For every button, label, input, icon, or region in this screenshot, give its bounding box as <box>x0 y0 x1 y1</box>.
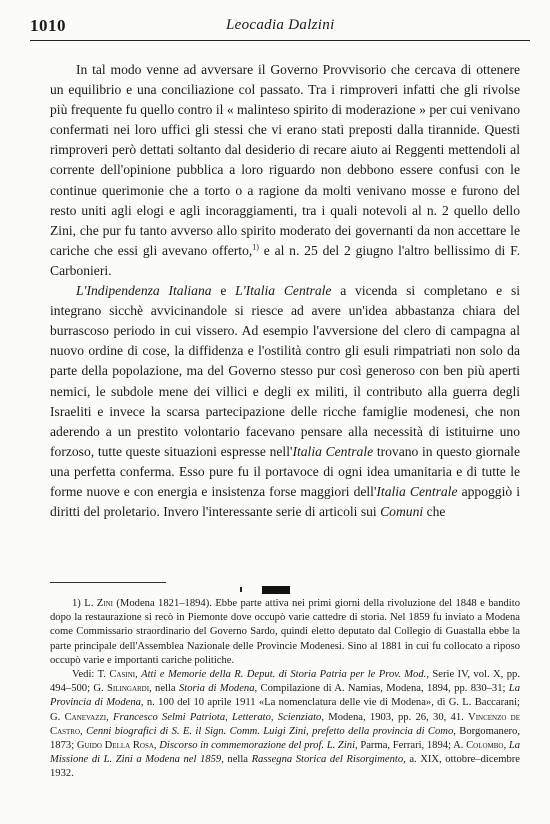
bib-author: Silingardi <box>107 683 150 695</box>
bib-text: , <box>503 740 509 752</box>
bib-text: , Compilazione di A. Namias, Modena, 1894, pp. 830–31; <box>254 683 509 695</box>
bib-text: , Borgomanero, 1873; <box>50 725 520 752</box>
page-number: 1010 <box>30 16 66 35</box>
bib-text: , nella <box>149 683 179 695</box>
author-name: Zini <box>96 598 113 609</box>
bib-text: , nella <box>221 754 252 766</box>
bib-work-title: La Provincia di Modena <box>50 683 520 709</box>
paragraph-1-text-b: e al n. 25 del 2 giugno l'altro bellissimo di F. Carbonieri. <box>50 242 520 278</box>
footnote-1 <box>50 597 520 668</box>
bib-text: , Parma, Ferrari, 1894; A. <box>355 740 467 752</box>
bib-work-title: Atti e Memorie della R. Deput. di Storia Patria per le Prov. Mod. <box>141 669 427 681</box>
bib-work-title: Discorso in commemorazione del prof. L. Zini <box>159 740 356 752</box>
paragraph-1-text-a: In tal modo venne ad avversare il Governo Provvisorio che cercava di ottenere un equilibrio e una conciliazione col passato. Tra i rimproveri infatti che gli rivolse più frequente fu quello contro il « malinteso spirito di moderazione » per cui venivano confermati nei loro uffici gli stessi che vi erano stati preposti dalla tirannide. Questi rimproveri però dettati soltanto dal desiderio di recare aiuto ai Reggenti mettendoli al corrente dell'opinione pubblica a loro riguardo non debbono essere confusi con le continue querimonie che a torto o a ragione da molti venivano mosse e furono del resto uniti agli elogi e agli incoraggiamenti, tra i quali notevoli al n. 2 quello dello Zini, che pur fu tanto avverso allo spirito moderato dei governanti da non accettare le cariche che essi gli avevano offerto, <box>50 62 520 258</box>
bib-work-title: Cenni biografici di S. E. il Sign. Comm. Luigi Zini, prefetto della provincia di Como <box>86 725 454 737</box>
paragraph-2-text-c: trovano in questo giornale una perfetta conferma. Esso pure fu il portavoce di ogni idea umanitaria e di tutte le forme nuove e con energia e insistenza forse maggiori dell' <box>50 443 520 499</box>
bib-author: Colombo <box>466 740 504 752</box>
paragraph-2 <box>50 281 520 522</box>
bib-work-title: La Missione di L. Zini a Modena nel 1859 <box>50 740 521 766</box>
bib-author: Casini <box>109 669 136 681</box>
bib-text: , a. XIX, ottobre–dicembre 1932. <box>50 754 521 780</box>
newspaper-title: Italia Centrale <box>292 443 374 459</box>
paragraph-2-text-a: e <box>211 283 236 299</box>
bib-text: , <box>153 740 160 752</box>
footnotes <box>50 597 520 782</box>
newspaper-title: L'Indipendenza Italiana <box>76 283 212 299</box>
page-header <box>30 14 530 38</box>
bib-text: Vedi: T. <box>72 669 110 681</box>
paragraph-2-text-d: appoggiò i diritti del proletario. Invero l'interessante serie di articoli sui <box>50 483 520 520</box>
bib-work-title: Rassegna Storica del Risorgimento <box>251 754 404 766</box>
main-text <box>50 60 520 522</box>
header-rule <box>30 40 530 41</box>
newspaper-title: L'Italia Centrale <box>235 283 332 299</box>
newspaper-title: Italia Centrale <box>376 483 458 499</box>
ink-blot <box>262 586 290 594</box>
footnote-reference: 1) <box>252 242 259 252</box>
bib-text: , n. 100 del 10 aprile 1911 «La nomenclatura delle vie di Modena», di G. L. Baccarani; G. <box>50 697 520 723</box>
bib-work-title: Storia di Modena <box>178 683 255 695</box>
article-series-title: Comuni <box>380 504 424 520</box>
footnote-1-text: (Modena 1821–1894). Ebbe parte attiva nei primi giorni della rivoluzione del 1848 e bandito dopo la restaurazione si recò in Piemonte dove occupò varie cattedre di storia. Nel 1859 fu inviato a Modena come Commissario straordinario del Governo Sardo, quindi eletto deputato dal Collegio di Guastalla ebbe la parte principale dell'Assemblea Nazionale delle Provincie Modenesi. Sino al 1881 in cui fu collocato a riposo occupò varie e importanti cariche politiche. <box>50 598 520 666</box>
bib-author: Guido Della Rosa <box>76 740 154 752</box>
bib-text: , <box>135 669 142 681</box>
bib-work-title: Francesco Selmi Patriota, Letterato, Scienziato <box>113 711 322 723</box>
bib-text: , <box>80 725 87 737</box>
paragraph-2-text-b: a vicenda si completano e si integrano sicchè avvicinandole si riesce ad avere un'idea abbastanza chiara del burrascoso periodo in cui vissero. Ad esempio l'avversione del clero di campagna al nuovo ordine di cose, la diffidenza e l'ostilità contro gli esuli rimpatriati non solo da parte della popolazione, ma del Governo stesso pur così generoso con ben più aperti nemici, le subdole mene dei villici e degli ex militi, il contributo alla guerra degli Israeliti e invece la scarsa partecipazione delle ricche famiglie modenesi, che non aderendo a un prestito volontario facevano pensare alla necessità di istituirne uno forzoso, tutte queste situazioni espresse nell' <box>50 283 521 459</box>
bib-text: , Modena, 1903, pp. 26, 30, 41. <box>321 711 469 723</box>
paragraph-1 <box>50 60 520 281</box>
paragraph-2-text-e: che <box>423 504 446 520</box>
running-title: Leocadia Dalzini <box>226 17 335 33</box>
bib-author: Vincenzo de Castro <box>50 711 521 737</box>
bib-text: , Serie IV, vol. X, pp. 494–500; G. <box>50 669 520 695</box>
footnote-bibliography <box>50 668 520 782</box>
ink-mark <box>240 587 242 592</box>
footnote-1-label: 1) L. <box>72 598 97 609</box>
footnote-rule <box>50 582 166 583</box>
bib-author: Canevazzi <box>64 711 107 723</box>
bib-text: , <box>106 711 114 723</box>
